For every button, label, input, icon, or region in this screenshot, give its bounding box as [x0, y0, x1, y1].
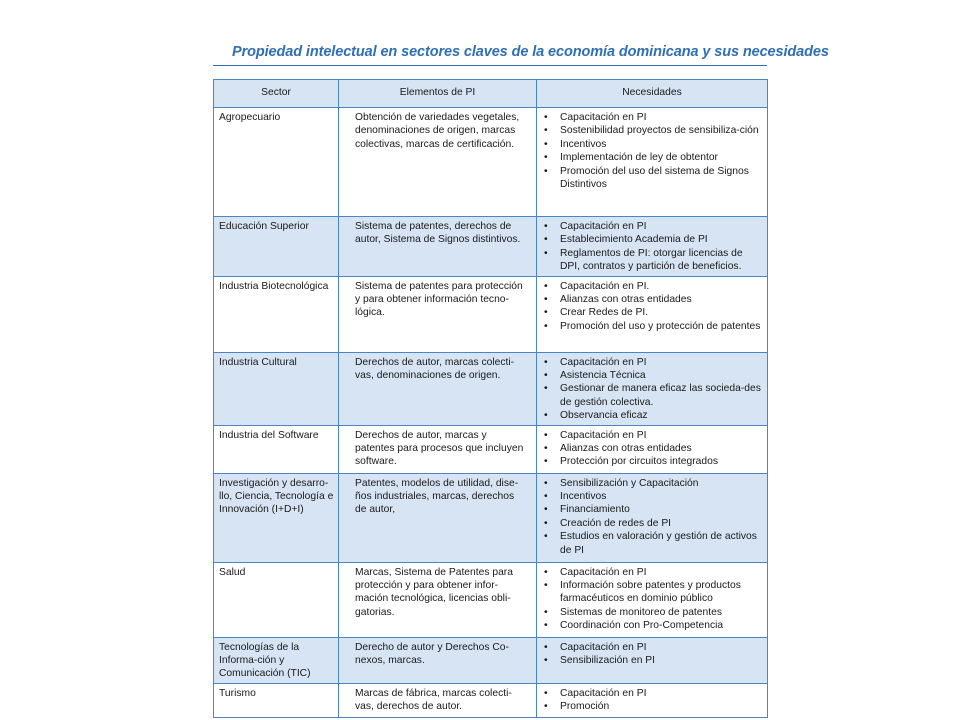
table-row: [214, 473, 768, 562]
title-underline: [213, 65, 767, 66]
header-sector: Sector: [214, 80, 339, 108]
elementos-cell: Patentes, modelos de utilidad, dise-ños industriales, marcas, derechos de autor,: [339, 473, 537, 562]
elementos-cell: Obtención de variedades vegetales, denominaciones de origen, marcas colectivas, marcas de certificación.: [339, 108, 537, 217]
necesidades-list: [542, 566, 763, 633]
necesidades-list: [542, 687, 763, 714]
table-row: [214, 108, 768, 217]
list-item: • Observancia eficaz: [556, 409, 763, 422]
list-item: • Capacitación en PI: [556, 641, 763, 654]
table-header-row: [214, 80, 768, 108]
list-item: • Incentivos: [556, 138, 763, 151]
list-item: • Gestionar de manera eficaz las socieda-des de gestión colectiva.: [556, 382, 763, 409]
list-item: • Capacitación en PI: [556, 356, 763, 369]
sector-cell: Tecnologías de la Informa-ción y Comunicación (TIC): [214, 637, 339, 683]
document-title: Propiedad intelectual en sectores claves de la economía dominicana y sus necesidades: [232, 44, 829, 60]
elementos-cell: Derecho de autor y Derechos Co-nexos, marcas.: [339, 637, 537, 683]
necesidades-list: [542, 220, 763, 274]
necesidades-list: [542, 356, 763, 423]
table-row: [214, 217, 768, 277]
sector-cell: Salud: [214, 562, 339, 637]
list-item: • Protección por circuitos integrados: [556, 455, 763, 468]
list-item: • Financiamiento: [556, 503, 763, 516]
list-item: • Capacitación en PI: [556, 111, 763, 124]
table-row: [214, 276, 768, 352]
sector-cell: Educación Superior: [214, 217, 339, 277]
sector-cell: Industria Cultural: [214, 352, 339, 425]
list-item: • Asistencia Técnica: [556, 369, 763, 382]
necesidades-list: [542, 111, 763, 191]
list-item: • Coordinación con Pro-Competencia: [556, 619, 763, 632]
necesidades-cell: [537, 473, 768, 562]
list-item: • Reglamentos de PI: otorgar licencias de DPI, contratos y partición de beneficios.: [556, 247, 763, 274]
list-item: • Promoción del uso y protección de patentes: [556, 320, 763, 333]
table-row: [214, 352, 768, 425]
list-item: • Crear Redes de PI.: [556, 306, 763, 319]
ip-sectors-table: [213, 79, 768, 718]
list-item: • Capacitación en PI.: [556, 280, 763, 293]
necesidades-cell: [537, 683, 768, 717]
necesidades-cell: [537, 425, 768, 473]
list-item: • Incentivos: [556, 490, 763, 503]
sector-cell: Investigación y desarro-llo, Ciencia, Tecnología e Innovación (I+D+I): [214, 473, 339, 562]
list-item: • Sensibilización y Capacitación: [556, 477, 763, 490]
elementos-cell: Marcas, Sistema de Patentes para protección y para obtener infor-mación tecnológica, licencias obli-gatorias.: [339, 562, 537, 637]
table-row: [214, 562, 768, 637]
necesidades-cell: [537, 562, 768, 637]
sector-cell: Industria Biotecnológica: [214, 276, 339, 352]
list-item: • Capacitación en PI: [556, 429, 763, 442]
list-item: • Capacitación en PI: [556, 687, 763, 700]
list-item: • Capacitación en PI: [556, 566, 763, 579]
list-item: • Estudios en valoración y gestión de activos de PI: [556, 530, 763, 557]
elementos-cell: Sistema de patentes, derechos de autor, Sistema de Signos distintivos.: [339, 217, 537, 277]
list-item: • Sostenibilidad proyectos de sensibiliza-ción: [556, 124, 763, 137]
elementos-cell: Derechos de autor, marcas y patentes para procesos que incluyen software.: [339, 425, 537, 473]
table-row: [214, 425, 768, 473]
list-item: • Promoción: [556, 700, 763, 713]
table-row: [214, 683, 768, 717]
list-item: • Alianzas con otras entidades: [556, 442, 763, 455]
sector-cell: Industria del Software: [214, 425, 339, 473]
table-body: [214, 108, 768, 718]
list-item: • Implementación de ley de obtentor: [556, 151, 763, 164]
elementos-cell: Derechos de autor, marcas colecti-vas, denominaciones de origen.: [339, 352, 537, 425]
necesidades-cell: [537, 637, 768, 683]
list-item: • Sistemas de monitoreo de patentes: [556, 606, 763, 619]
header-elementos: Elementos de PI: [339, 80, 537, 108]
necesidades-cell: [537, 108, 768, 217]
sector-cell: Agropecuario: [214, 108, 339, 217]
necesidades-list: [542, 429, 763, 469]
necesidades-cell: [537, 276, 768, 352]
necesidades-list: [542, 641, 763, 668]
list-item: • Sensibilización en PI: [556, 654, 763, 667]
sector-cell: Turismo: [214, 683, 339, 717]
list-item: • Creación de redes de PI: [556, 517, 763, 530]
necesidades-list: [542, 280, 763, 334]
list-item: • Establecimiento Academia de PI: [556, 233, 763, 246]
list-item: • Alianzas con otras entidades: [556, 293, 763, 306]
list-item: • Capacitación en PI: [556, 220, 763, 233]
list-item: • Promoción del uso del sistema de Signos Distintivos: [556, 165, 763, 192]
table-row: [214, 637, 768, 683]
elementos-cell: Marcas de fábrica, marcas colecti-vas, derechos de autor.: [339, 683, 537, 717]
header-necesidades: Necesidades: [537, 80, 768, 108]
necesidades-cell: [537, 217, 768, 277]
necesidades-cell: [537, 352, 768, 425]
necesidades-list: [542, 477, 763, 557]
list-item: • Información sobre patentes y productos farmacéuticos en dominio público: [556, 579, 763, 606]
elementos-cell: Sistema de patentes para protección y para obtener información tecno-lógica.: [339, 276, 537, 352]
